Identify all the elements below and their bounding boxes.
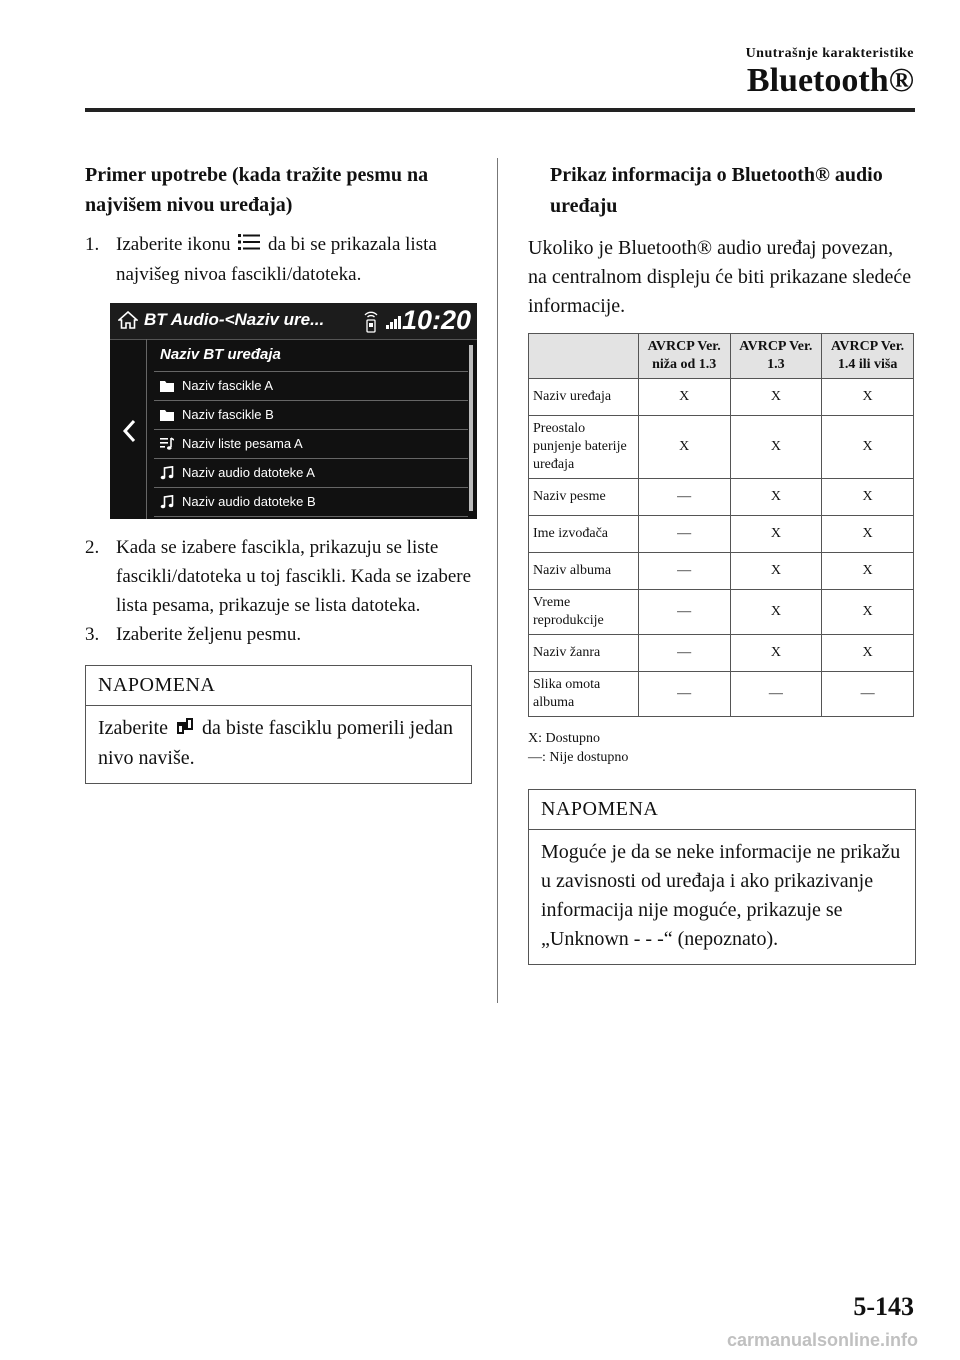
list-item[interactable] xyxy=(154,372,468,401)
device-name-header: Naziv BT uređaja xyxy=(154,339,468,372)
table-row xyxy=(529,479,914,516)
table-header-cell: AVRCP Ver. 1.3 xyxy=(730,334,822,379)
row-label: Preostalo punjenje baterije uređaja xyxy=(529,416,639,479)
list-item-label: Naziv audio datoteke B xyxy=(182,494,316,510)
list-item[interactable] xyxy=(154,459,468,488)
row-label: Vreme reprodukcije xyxy=(529,590,639,635)
table-cell: X xyxy=(822,590,914,635)
row-label: Naziv pesme xyxy=(529,479,639,516)
avrcp-table xyxy=(528,333,914,717)
step-3-text: Izaberite željenu pesmu. xyxy=(116,624,302,646)
page-title: Bluetooth® xyxy=(746,62,914,99)
row-label: Naziv albuma xyxy=(529,553,639,590)
table-cell: X xyxy=(638,416,730,479)
folder-icon xyxy=(160,380,182,392)
note-box-left xyxy=(85,665,472,784)
list-item[interactable] xyxy=(154,488,468,517)
list-menu-icon xyxy=(238,231,260,260)
table-cell: X xyxy=(730,516,822,553)
step-3 xyxy=(85,620,472,649)
signal-strength-icon xyxy=(386,315,402,334)
note-text-pre: Izaberite xyxy=(98,717,168,740)
legend-unavailable: —: Nije dostupno xyxy=(528,750,629,765)
table-cell: — xyxy=(638,479,730,516)
screen-clock: 10:20 xyxy=(401,305,471,336)
back-button[interactable] xyxy=(110,339,147,519)
music-note-icon xyxy=(160,466,182,480)
list-item-label: Naziv fascikle A xyxy=(182,378,274,394)
scrollbar[interactable] xyxy=(469,345,473,511)
table-cell: X xyxy=(730,479,822,516)
steps-list-b xyxy=(85,533,472,649)
steps-list-a xyxy=(85,230,472,289)
note-title: NAPOMENA xyxy=(529,790,915,830)
step-3-number: 3. xyxy=(85,624,100,646)
note-text-post: da biste fasciklu pomerili jedan nivo naviše. xyxy=(98,717,453,770)
table-header-row xyxy=(529,334,914,379)
table-cell: — xyxy=(730,672,822,717)
home-icon[interactable] xyxy=(118,311,138,334)
screen-list xyxy=(154,339,468,517)
playlist-icon xyxy=(160,437,182,451)
list-item-label: Naziv fascikle B xyxy=(182,407,274,423)
header-rule xyxy=(85,108,915,112)
folder-icon xyxy=(160,409,182,421)
watermark: carmanualsonline.info xyxy=(726,1330,918,1350)
folder-up-icon xyxy=(176,715,194,744)
note-box-right xyxy=(528,789,916,965)
step-2-text: Kada se izabere fascikla, prikazuju se liste fascikli/datoteka u toj fascikli. Kada se izabere lista pesama, prikazuje se lista datoteka. xyxy=(116,537,472,617)
example-heading: Primer upotrebe (kada tražite pesmu na najvišem nivou uređaja) xyxy=(85,164,429,216)
table-cell: — xyxy=(638,672,730,717)
chevron-left-icon xyxy=(122,419,136,448)
bt-audio-screen xyxy=(110,303,477,519)
table-cell: — xyxy=(638,635,730,672)
table-cell: X xyxy=(638,379,730,416)
table-cell: X xyxy=(730,553,822,590)
table-cell: X xyxy=(822,479,914,516)
table-cell: X xyxy=(822,416,914,479)
section-label: Unutrašnje karakteristike xyxy=(745,46,914,61)
table-cell: X xyxy=(822,635,914,672)
table-cell: X xyxy=(730,635,822,672)
table-cell: X xyxy=(822,553,914,590)
note-body: Moguće je da se neke informacije ne prikažu u zavisnosti od uređaja i ako prikazivanje informacija nije moguće, prikazuje se „Unknown - - -“ (nepoznato). xyxy=(541,841,901,950)
left-column xyxy=(85,160,472,784)
table-cell: — xyxy=(638,553,730,590)
table-legend xyxy=(528,729,916,767)
list-item-label: Naziv audio datoteke A xyxy=(182,465,315,481)
table-row xyxy=(529,553,914,590)
music-note-icon xyxy=(160,495,182,509)
table-row xyxy=(529,379,914,416)
row-label: Naziv žanra xyxy=(529,635,639,672)
table-cell: X xyxy=(822,516,914,553)
list-item[interactable] xyxy=(154,430,468,459)
table-row xyxy=(529,635,914,672)
step-2-number: 2. xyxy=(85,537,100,559)
table-row xyxy=(529,672,914,717)
table-row xyxy=(529,416,914,479)
page-number: 5-143 xyxy=(853,1292,914,1321)
note-title: NAPOMENA xyxy=(86,666,471,706)
list-item-label: Naziv liste pesama A xyxy=(182,436,303,452)
bt-phone-status-icon xyxy=(362,309,380,338)
row-label: Slika omota albuma xyxy=(529,672,639,717)
list-item[interactable] xyxy=(154,401,468,430)
table-cell: X xyxy=(730,416,822,479)
screen-top-bar xyxy=(110,303,477,340)
right-column xyxy=(528,160,916,965)
table-header-cell: AVRCP Ver. 1.4 ili viša xyxy=(822,334,914,379)
table-row xyxy=(529,516,914,553)
step-1-number: 1. xyxy=(85,234,100,255)
info-heading: Prikaz informacija o Bluetooth® audio uređaju xyxy=(550,164,883,217)
intro-paragraph: Ukoliko je Bluetooth® audio uređaj povezan, na centralnom displeju će biti prikazane sledeće informacije. xyxy=(528,237,912,317)
step-1-text-pre: Izaberite ikonu xyxy=(116,234,231,255)
table-cell: X xyxy=(730,590,822,635)
table-cell: X xyxy=(730,379,822,416)
table-cell: — xyxy=(638,516,730,553)
table-cell: X xyxy=(822,379,914,416)
table-cell: — xyxy=(638,590,730,635)
table-header-cell: AVRCP Ver. niža od 1.3 xyxy=(638,334,730,379)
legend-available: X: Dostupno xyxy=(528,731,600,746)
column-divider xyxy=(497,158,498,1003)
step-2 xyxy=(85,533,472,620)
step-1 xyxy=(85,230,472,289)
row-label: Ime izvođača xyxy=(529,516,639,553)
screen-title: BT Audio-<Naziv ure... xyxy=(144,310,325,330)
table-header-cell xyxy=(529,334,639,379)
table-row xyxy=(529,590,914,635)
note-body xyxy=(86,706,471,783)
table-cell: — xyxy=(822,672,914,717)
step-1-text-post: da bi se prikazala lista najvišeg nivoa fascikli/datoteka. xyxy=(116,234,437,286)
row-label: Naziv uređaja xyxy=(529,379,639,416)
